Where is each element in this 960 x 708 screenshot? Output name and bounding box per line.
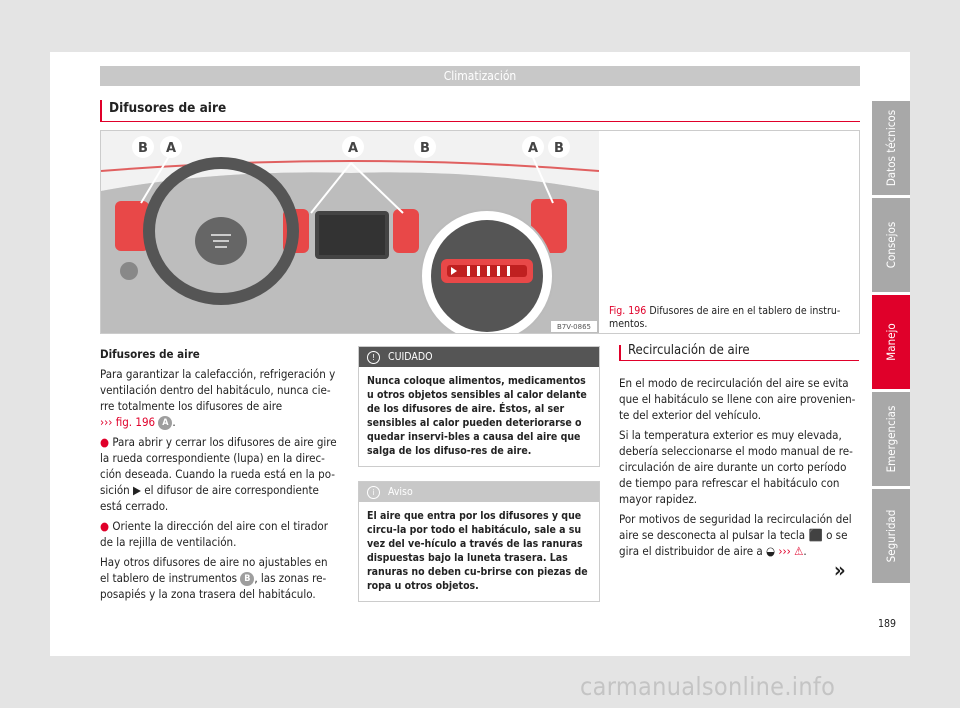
callout-a-center: A bbox=[347, 141, 359, 156]
dashboard-illustration bbox=[101, 131, 599, 333]
col1-paragraph-3: Hay otros difusores de aire no ajustables en el tablero de instrumentos B , las zonas re-posapiés y la zona trasera del habitáculo. bbox=[100, 555, 328, 601]
tab-emergencias[interactable]: Emergencias bbox=[872, 392, 910, 486]
callout-a-left: A bbox=[165, 141, 177, 156]
figure bbox=[100, 130, 860, 334]
figure-caption-text: Difusores de aire en el tablero de instru-mentos. bbox=[609, 305, 841, 330]
col1-heading: Difusores de aire bbox=[100, 347, 200, 361]
chapter-header: Climatización bbox=[100, 66, 860, 86]
notice-header: i Aviso bbox=[359, 482, 599, 502]
play-icon: ▶ bbox=[133, 483, 141, 497]
col3-paragraph-2: Si la temperatura exterior es muy elevada, debería seleccionarse el modo manual de re-circulación de aire durante un corto período de tiempo para refrescar el habitáculo con mayor rapidez. bbox=[619, 428, 853, 506]
subsection-title: Recirculación de aire bbox=[619, 345, 859, 361]
tab-manejo[interactable]: Manejo bbox=[872, 295, 910, 389]
callout-a-right: A bbox=[527, 141, 539, 156]
warning-icon: ⚠ bbox=[794, 544, 804, 558]
info-icon: i bbox=[367, 486, 380, 499]
figure-code: B7V-0865 bbox=[557, 323, 591, 331]
col1-bullet-2: ● Oriente la dirección del aire con el tirador de la rejilla de ventilación. bbox=[100, 519, 328, 549]
tab-datos-tecnicos[interactable]: Datos técnicos bbox=[872, 101, 910, 195]
watermark: carmanualsonline.info bbox=[580, 672, 836, 701]
section-title: Difusores de aire bbox=[100, 100, 860, 122]
col1-bullet-1: ● Para abrir y cerrar los difusores de aire gire la rueda correspondiente (lupa) en la direc-ción deseada. Cuando la rueda está en la po-sición ▶ el difusor de aire correspondiente está cerrado. bbox=[100, 435, 337, 513]
caution-header: ! CUIDADO bbox=[359, 347, 599, 367]
column-3 bbox=[619, 343, 859, 563]
badge-b: B bbox=[240, 572, 254, 586]
column-1 bbox=[100, 346, 340, 606]
callout-b-right: B bbox=[554, 141, 564, 156]
column-2 bbox=[358, 346, 600, 616]
figure-ref-link[interactable]: ››› fig. 196 bbox=[100, 415, 156, 429]
callout-b-center: B bbox=[420, 141, 430, 156]
col1-paragraph-1: Para garantizar la calefacción, refrigeración y ventilación dentro del habitáculo, nunca cie-rre totalmente los difusores de aire ››› fig. 196 A . bbox=[100, 367, 336, 429]
dashboard-illustration-svg bbox=[101, 131, 599, 333]
bullet-icon: ● bbox=[100, 519, 110, 533]
col3-paragraph-3: Por motivos de seguridad la recirculación del aire se desconecta al pulsar la tecla ⬛ o se gira el distribuidor de aire a ◒ ››› ⚠. bbox=[619, 512, 852, 558]
caution-text: Nunca coloque alimentos, medicamentos u otros objetos sensibles al calor delante de los difusores de aire. Éstos, al ser sensibles al calor pueden deteriorarse o quedar inservi-bles a causa del aire que salga de los difuso-res de aire. bbox=[367, 375, 587, 457]
notice-box bbox=[358, 481, 600, 602]
tab-consejos[interactable]: Consejos bbox=[872, 198, 910, 292]
callout-b-left: B bbox=[138, 141, 148, 156]
max-defrost-icon: ⬛ bbox=[808, 528, 823, 542]
caution-box bbox=[358, 346, 600, 467]
notice-text: El aire que entra por los difusores y que circu-la por todo el habitáculo, sale a su vez del ve-hículo a través de las ranuras dispuestas bajo la luneta trasera. Las ranuras no deben cu-brirse con piezas de ropa u otros objetos. bbox=[367, 510, 588, 592]
windshield-icon: ◒ bbox=[766, 544, 776, 558]
figure-caption-number: Fig. 196 bbox=[609, 305, 647, 317]
figure-caption bbox=[609, 305, 849, 331]
badge-a: A bbox=[158, 416, 172, 430]
caution-icon: ! bbox=[367, 351, 380, 364]
bullet-icon: ● bbox=[100, 435, 110, 449]
page-number: 189 bbox=[877, 618, 896, 630]
tab-seguridad[interactable]: Seguridad bbox=[872, 489, 910, 583]
col3-paragraph-1: En el modo de recirculación del aire se evita que el habitáculo se llene con aire provenien-te del exterior del vehículo. bbox=[619, 376, 856, 422]
continue-marker: » bbox=[834, 558, 846, 582]
